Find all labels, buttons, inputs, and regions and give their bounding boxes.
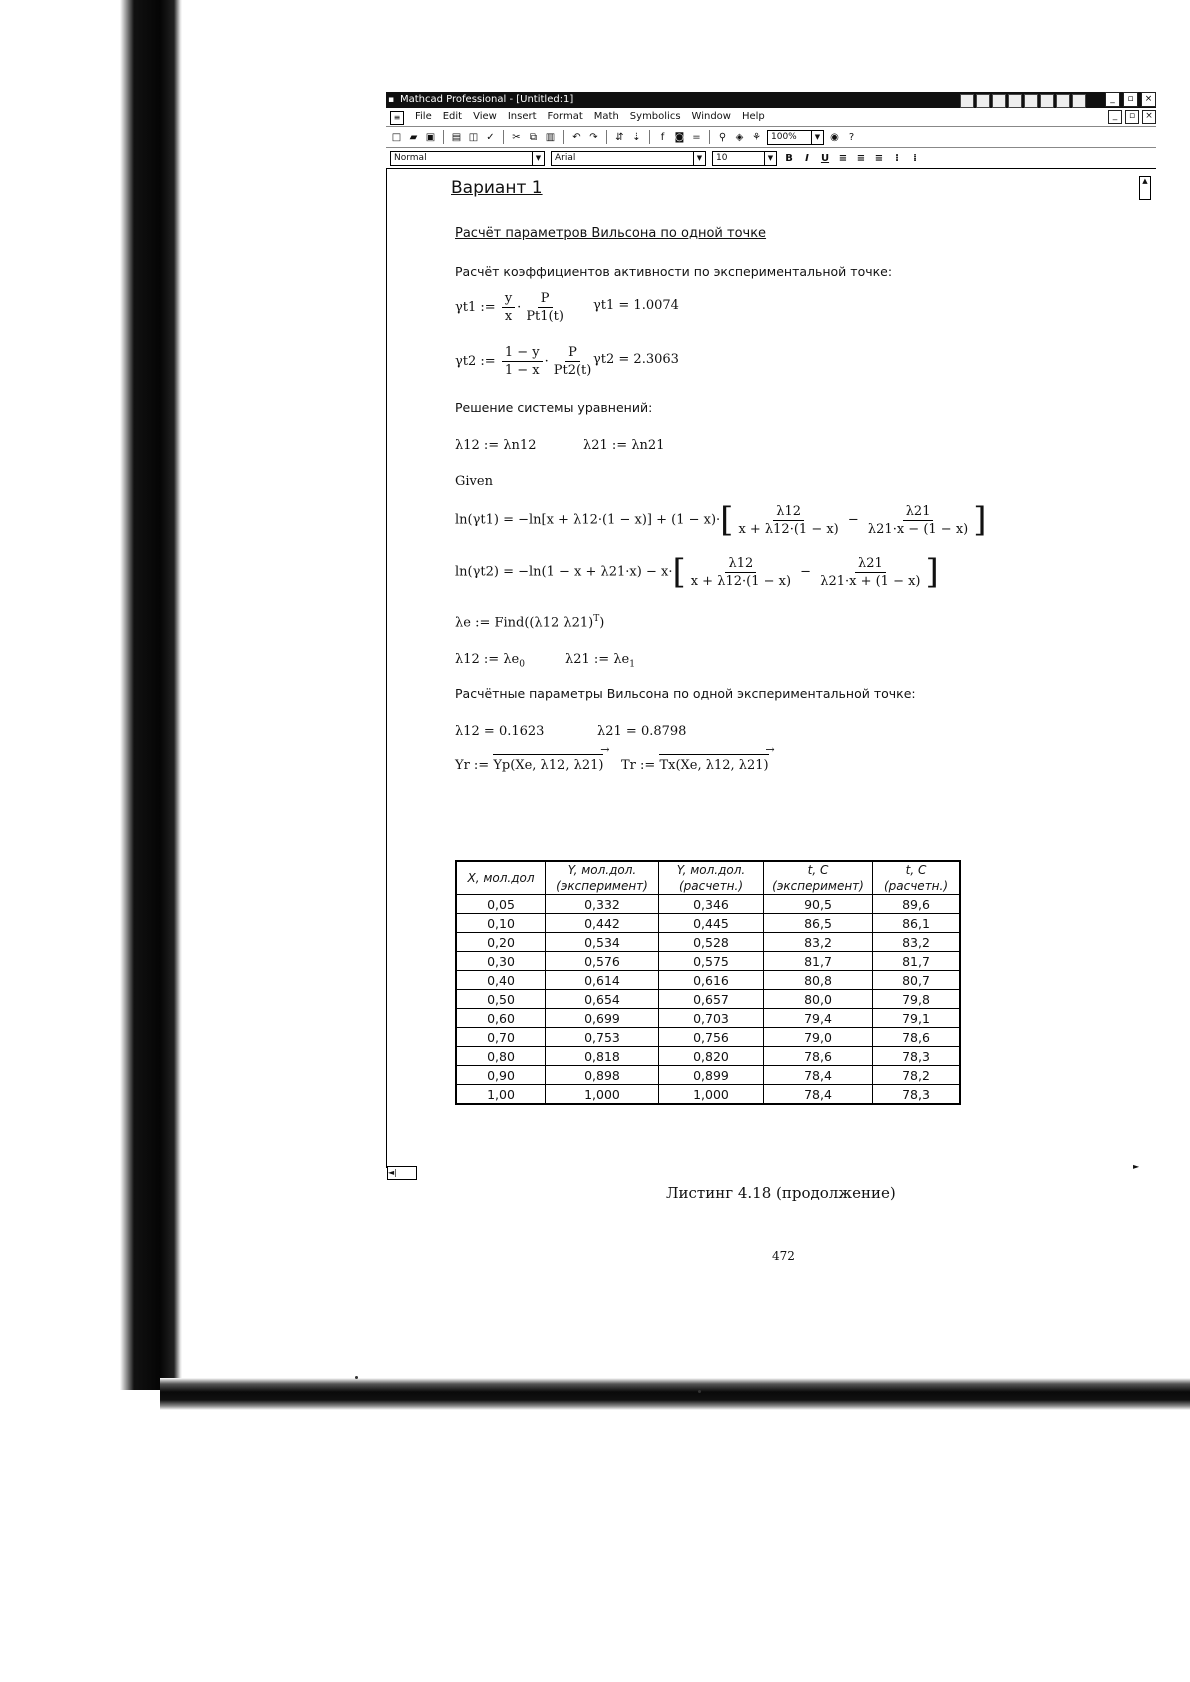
document-controls — [1108, 110, 1156, 124]
table-cell: 0,80 — [456, 1047, 546, 1066]
insert-unit-icon[interactable]: ◙ — [674, 131, 685, 143]
table-cell: 0,576 — [546, 952, 659, 971]
header-line: t, C — [905, 863, 927, 877]
index-subscript: 1 — [629, 659, 635, 670]
denominator: x + λ12·(1 − x) — [690, 573, 792, 589]
close-icon[interactable]: × — [1141, 92, 1156, 107]
print-preview-icon[interactable]: ◫ — [468, 131, 479, 143]
menu-window[interactable]: Window — [691, 111, 731, 122]
toolbar-separator — [606, 130, 607, 144]
table-cell: 79,4 — [764, 1009, 873, 1028]
table-cell: 78,3 — [873, 1047, 961, 1066]
table-cell: 80,8 — [764, 971, 873, 990]
result-lambda12[interactable]: λ12 = 0.1623 — [455, 724, 545, 739]
bracket-open: [ — [720, 500, 734, 540]
open-folder-icon[interactable]: ▰ — [409, 131, 418, 143]
header-line: Y, мол.дол. — [567, 863, 637, 877]
assign-lambda21[interactable] — [565, 652, 635, 670]
equation-2-lhs: ln(γt2) = −ln(1 − x + λ21·x) − x· — [455, 564, 673, 580]
book-binding-shadow — [120, 0, 182, 1390]
fraction — [688, 555, 794, 590]
italic-icon[interactable]: I — [805, 152, 809, 164]
denominator: Pt1(t) — [526, 309, 564, 324]
table-cell: 0,90 — [456, 1066, 546, 1085]
table-cell: 81,7 — [764, 952, 873, 971]
scroll-left-icon[interactable]: ◄| — [387, 1166, 417, 1180]
equation-2[interactable]: ln(γt2) = −ln(1 − x + λ21·x) − x·[ $\frac{\lambda 12}{x + \lambda 12\cdot(1 - x)}$ − $\frac{\lambda 21}{\lambda 21\cdot x + (1 - x)}$ ] — [455, 552, 939, 592]
table-row — [456, 952, 960, 971]
gamma2-lhs: γt2 := — [455, 354, 496, 369]
style-select[interactable] — [390, 151, 545, 166]
header-x — [456, 861, 546, 895]
header-line: X, мол.дол — [467, 871, 535, 885]
bracket-open: [ — [672, 552, 686, 592]
assign-lambda21-text: λ21 := λe — [565, 652, 630, 667]
params-text: Расчётные параметры Вильсона по одной экспериментальной точке: — [455, 686, 916, 701]
help-icon[interactable]: ? — [848, 131, 855, 143]
bullets-icon[interactable]: ⁝ — [895, 152, 899, 164]
save-icon[interactable]: ▣ — [425, 131, 436, 143]
table-cell: 0,332 — [546, 895, 659, 914]
table-cell: 0,756 — [659, 1028, 764, 1047]
taskbar-buttons — [960, 94, 1086, 108]
transpose-superscript: T — [593, 614, 600, 624]
menu-math[interactable]: Math — [593, 111, 619, 122]
numerator: y — [502, 290, 515, 308]
doc-close-icon[interactable]: × — [1142, 110, 1156, 124]
table-cell: 89,6 — [873, 895, 961, 914]
toolbar-separator — [443, 130, 444, 144]
table-cell: 86,5 — [764, 914, 873, 933]
insert-component-icon[interactable]: ◈ — [735, 131, 744, 143]
table-row — [456, 990, 960, 1009]
table-cell: 1,00 — [456, 1085, 546, 1105]
toolbar-separator — [503, 130, 504, 144]
spell-check-icon[interactable]: ✓ — [486, 131, 495, 143]
table-cell: 0,60 — [456, 1009, 546, 1028]
table-cell: 0,40 — [456, 971, 546, 990]
font-value: Arial — [555, 152, 576, 163]
table-row — [456, 1066, 960, 1085]
page-bottom-edge — [160, 1378, 1190, 1410]
header-t-exp — [764, 861, 873, 895]
assign-lambda12-text: λ12 := λe — [455, 652, 520, 667]
redo-icon[interactable]: ↷ — [589, 131, 598, 143]
yr-definition[interactable] — [455, 758, 603, 773]
font-size-select[interactable] — [712, 151, 777, 166]
taskbar-icon[interactable] — [1056, 94, 1070, 108]
table-cell: 0,05 — [456, 895, 546, 914]
yr-vectorized-call: Yp(Xe, λ12, λ21) → — [493, 758, 603, 773]
table-cell: 90,5 — [764, 895, 873, 914]
fraction — [551, 344, 595, 379]
table-cell: 0,70 — [456, 1028, 546, 1047]
fraction — [817, 555, 923, 590]
font-size-value: 10 — [716, 152, 728, 163]
toolbar-separator — [563, 130, 564, 144]
table-cell: 0,616 — [659, 971, 764, 990]
menu-view[interactable]: View — [473, 111, 497, 122]
given-keyword[interactable]: Given — [455, 474, 493, 489]
chevron-down-icon[interactable]: ▼ — [532, 152, 544, 165]
scan-speck — [698, 1390, 701, 1393]
table-cell: 0,657 — [659, 990, 764, 1009]
taskbar-icon[interactable] — [960, 94, 974, 108]
taskbar-icon[interactable] — [1024, 94, 1038, 108]
menu-file[interactable]: File — [415, 111, 432, 122]
toolbar-separator — [709, 130, 710, 144]
doc-minimize-icon[interactable]: _ — [1108, 110, 1122, 124]
window-title: Mathcad Professional - [Untitled:1] — [400, 94, 574, 105]
gamma1-lhs: γt1 := — [455, 300, 496, 315]
table-cell: 0,10 — [456, 914, 546, 933]
table-cell: 78,2 — [873, 1066, 961, 1085]
header-y-exp — [546, 861, 659, 895]
table-cell: 80,7 — [873, 971, 961, 990]
equation-1[interactable]: ln(γt1) = −ln[x + λ12·(1 − x)] + (1 − x)·[ $\frac{\lambda 12}{x + \lambda 12\cdot(1 - x)}$ − $\frac{\lambda 21}{\lambda 21\cdot x - (1 - x)}$ ] — [455, 500, 987, 540]
table-cell: 0,898 — [546, 1066, 659, 1085]
numbering-icon[interactable]: ⁞ — [913, 152, 917, 164]
fraction — [523, 290, 567, 325]
table-cell: 0,445 — [659, 914, 764, 933]
table-cell: 79,1 — [873, 1009, 961, 1028]
denominator: λ21·x − (1 − x) — [867, 521, 969, 537]
tr-vectorized-call: Tx(Xe, λ12, λ21) → — [659, 758, 768, 773]
header-line: (расчетн.) — [678, 879, 744, 893]
style-value: Normal — [394, 152, 427, 163]
denominator: 1 − x — [504, 363, 540, 378]
table-row — [456, 1085, 960, 1105]
paste-icon[interactable]: ▥ — [545, 131, 556, 143]
table-cell: 0,50 — [456, 990, 546, 1009]
fraction — [735, 503, 841, 538]
activity-text: Расчёт коэффициентов активности по экспериментальной точке: — [455, 264, 893, 279]
assign-lambda12[interactable] — [455, 652, 525, 670]
font-select[interactable] — [551, 151, 706, 166]
find-expression-text: λe := Find((λ12 λ21) — [455, 615, 594, 631]
align-icon[interactable]: ⇵ — [615, 131, 624, 143]
table-cell: 78,6 — [764, 1047, 873, 1066]
table-cell: 81,7 — [873, 952, 961, 971]
toolbar-separator — [649, 130, 650, 144]
scroll-right-icon[interactable]: ► — [1133, 1162, 1140, 1171]
minimize-icon[interactable]: _ — [1105, 92, 1120, 107]
init-lambda12[interactable]: λ12 := λn12 — [455, 438, 537, 453]
table-cell: 0,699 — [546, 1009, 659, 1028]
table-cell: 83,2 — [873, 933, 961, 952]
denominator: λ21·x + (1 − x) — [820, 573, 921, 589]
menu-symbolics[interactable]: Symbolics — [629, 111, 681, 122]
table-cell: 0,899 — [659, 1066, 764, 1085]
menu-insert[interactable]: Insert — [507, 111, 537, 122]
numerator: λ12 — [725, 555, 756, 573]
worksheet-heading: Вариант 1 — [451, 178, 543, 198]
result-lambda21[interactable]: λ21 = 0.8798 — [597, 724, 687, 739]
window-controls — [1105, 92, 1156, 107]
taskbar-icon[interactable] — [1040, 94, 1054, 108]
worksheet[interactable] — [386, 168, 1155, 1177]
bold-icon[interactable]: B — [785, 152, 793, 164]
header-line: Y, мол.дол. — [676, 863, 746, 877]
numerator: P — [538, 290, 553, 308]
fraction — [865, 503, 971, 538]
print-icon[interactable]: ▤ — [451, 131, 462, 143]
solve-text: Решение системы уравнений: — [455, 400, 653, 415]
chevron-down-icon[interactable]: ▼ — [811, 131, 823, 144]
align-right-icon[interactable]: ≡ — [874, 152, 884, 164]
header-line: (эксперимент) — [772, 879, 864, 893]
header-line: (расчетн.) — [883, 879, 949, 893]
cut-icon[interactable]: ✂ — [512, 131, 521, 143]
zoom-select[interactable] — [767, 130, 824, 145]
denominator: x — [504, 309, 513, 324]
standard-toolbar — [386, 127, 1156, 148]
table-row — [456, 914, 960, 933]
mathcad-window — [386, 92, 1156, 1177]
gamma2-definition[interactable]: γt2 := $\frac{1 - y}{1 - x}$ · $\frac{P}{Pt2(t)}$ — [455, 344, 596, 379]
taskbar-icon[interactable] — [992, 94, 1006, 108]
table-cell: 0,820 — [659, 1047, 764, 1066]
table-cell: 0,30 — [456, 952, 546, 971]
section-title: Расчёт параметров Вильсона по одной точке — [455, 226, 767, 241]
table-cell: 0,346 — [659, 895, 764, 914]
header-line: t, C — [807, 863, 829, 877]
table-row — [456, 971, 960, 990]
copy-icon[interactable]: ⧉ — [529, 131, 538, 143]
bracket-close: ] — [925, 552, 939, 592]
menu-format[interactable]: Format — [547, 111, 583, 122]
denominator: Pt2(t) — [553, 363, 592, 378]
yr-lhs: Yr := — [455, 758, 490, 773]
table-cell: 0,575 — [659, 952, 764, 971]
table-cell: 1,000 — [546, 1085, 659, 1105]
listing-caption: Листинг 4.18 (продолжение) — [666, 1184, 896, 1202]
underline-icon[interactable]: U — [820, 152, 830, 164]
menu-edit[interactable]: Edit — [442, 111, 463, 122]
table-row — [456, 1009, 960, 1028]
table-cell: 0,20 — [456, 933, 546, 952]
chevron-down-icon[interactable]: ▼ — [764, 152, 776, 165]
table-cell: 0,818 — [546, 1047, 659, 1066]
table-row — [456, 1028, 960, 1047]
table-cell: 79,8 — [873, 990, 961, 1009]
equation-1-lhs: ln(γt1) = −ln[x + λ12·(1 − x)] + (1 − x)· — [455, 512, 721, 528]
table-cell: 78,3 — [873, 1085, 961, 1105]
zoom-value: 100% — [771, 131, 797, 142]
scroll-up-icon[interactable]: ▲ — [1139, 176, 1151, 200]
table-header-row — [456, 861, 960, 895]
new-document-icon[interactable]: □ — [391, 131, 402, 143]
table-cell: 0,528 — [659, 933, 764, 952]
table-cell: 0,614 — [546, 971, 659, 990]
align-center-icon[interactable]: ≡ — [856, 152, 866, 164]
page-number: 472 — [772, 1249, 795, 1263]
menu-bar — [386, 108, 1156, 127]
header-y-calc — [659, 861, 764, 895]
numerator: λ21 — [855, 555, 886, 573]
fraction — [502, 290, 515, 325]
doc-restore-icon[interactable]: ▫ — [1125, 110, 1139, 124]
table-cell: 78,4 — [764, 1066, 873, 1085]
table-cell: 78,6 — [873, 1028, 961, 1047]
bracket-close: ] — [973, 500, 987, 540]
mathcad-app-icon: ▪ — [388, 95, 395, 105]
numerator: 1 − y — [502, 344, 543, 362]
insert-function-icon[interactable]: f — [660, 131, 665, 143]
taskbar-icon[interactable] — [1008, 94, 1022, 108]
numerator: P — [565, 344, 580, 362]
undo-icon[interactable]: ↶ — [572, 131, 581, 143]
restore-icon[interactable]: ▫ — [1123, 92, 1138, 107]
table-cell: 80,0 — [764, 990, 873, 1009]
find-expression[interactable]: λe := Find((λ12 λ21)$^T$) — [455, 614, 605, 631]
table-cell: 0,753 — [546, 1028, 659, 1047]
results-table[interactable] — [455, 860, 961, 1105]
table-cell: 78,4 — [764, 1085, 873, 1105]
gamma2-result[interactable]: γt2 = 2.3063 — [593, 352, 679, 367]
tr-definition[interactable] — [621, 758, 769, 773]
scan-speck — [355, 1376, 358, 1379]
table-cell: 79,0 — [764, 1028, 873, 1047]
taskbar-icon[interactable] — [1072, 94, 1086, 108]
header-line: (эксперимент) — [556, 879, 648, 893]
table-cell: 86,1 — [873, 914, 961, 933]
table-cell: 83,2 — [764, 933, 873, 952]
document-icon[interactable]: ≡ — [390, 111, 404, 125]
align-left-icon[interactable]: ≡ — [838, 152, 848, 164]
table-cell: 0,442 — [546, 914, 659, 933]
fraction — [502, 344, 543, 379]
chevron-down-icon[interactable]: ▼ — [693, 152, 705, 165]
resource-center-icon[interactable]: ⚘ — [752, 131, 761, 143]
table-cell: 0,534 — [546, 933, 659, 952]
table-cell: 0,703 — [659, 1009, 764, 1028]
formatting-toolbar — [386, 148, 1156, 169]
table-row — [456, 933, 960, 952]
gamma1-definition[interactable]: γt1 := $\frac{y}{x}$ · $\frac{P}{Pt1(t)}$ — [455, 290, 569, 325]
insert-hyperlink-icon[interactable]: ⚲ — [718, 131, 727, 143]
title-bar — [386, 92, 1156, 108]
table-row — [456, 1047, 960, 1066]
init-lambda21[interactable]: λ21 := λn21 — [583, 438, 665, 453]
align-down-icon[interactable]: ⇣ — [632, 131, 641, 143]
table-cell: 0,654 — [546, 990, 659, 1009]
taskbar-icon[interactable] — [976, 94, 990, 108]
menu-help[interactable]: Help — [741, 111, 765, 122]
denominator: x + λ12·(1 − x) — [738, 521, 839, 537]
tr-lhs: Tr := — [621, 758, 656, 773]
resource-icon[interactable]: ◉ — [830, 131, 839, 143]
table-cell: 1,000 — [659, 1085, 764, 1105]
table-row — [456, 895, 960, 914]
numerator: λ21 — [903, 503, 934, 521]
calculate-icon[interactable]: = — [692, 131, 701, 143]
gamma1-result[interactable]: γt1 = 1.0074 — [593, 298, 679, 313]
numerator: λ12 — [773, 503, 804, 521]
header-t-calc — [873, 861, 961, 895]
index-subscript: 0 — [519, 659, 525, 670]
